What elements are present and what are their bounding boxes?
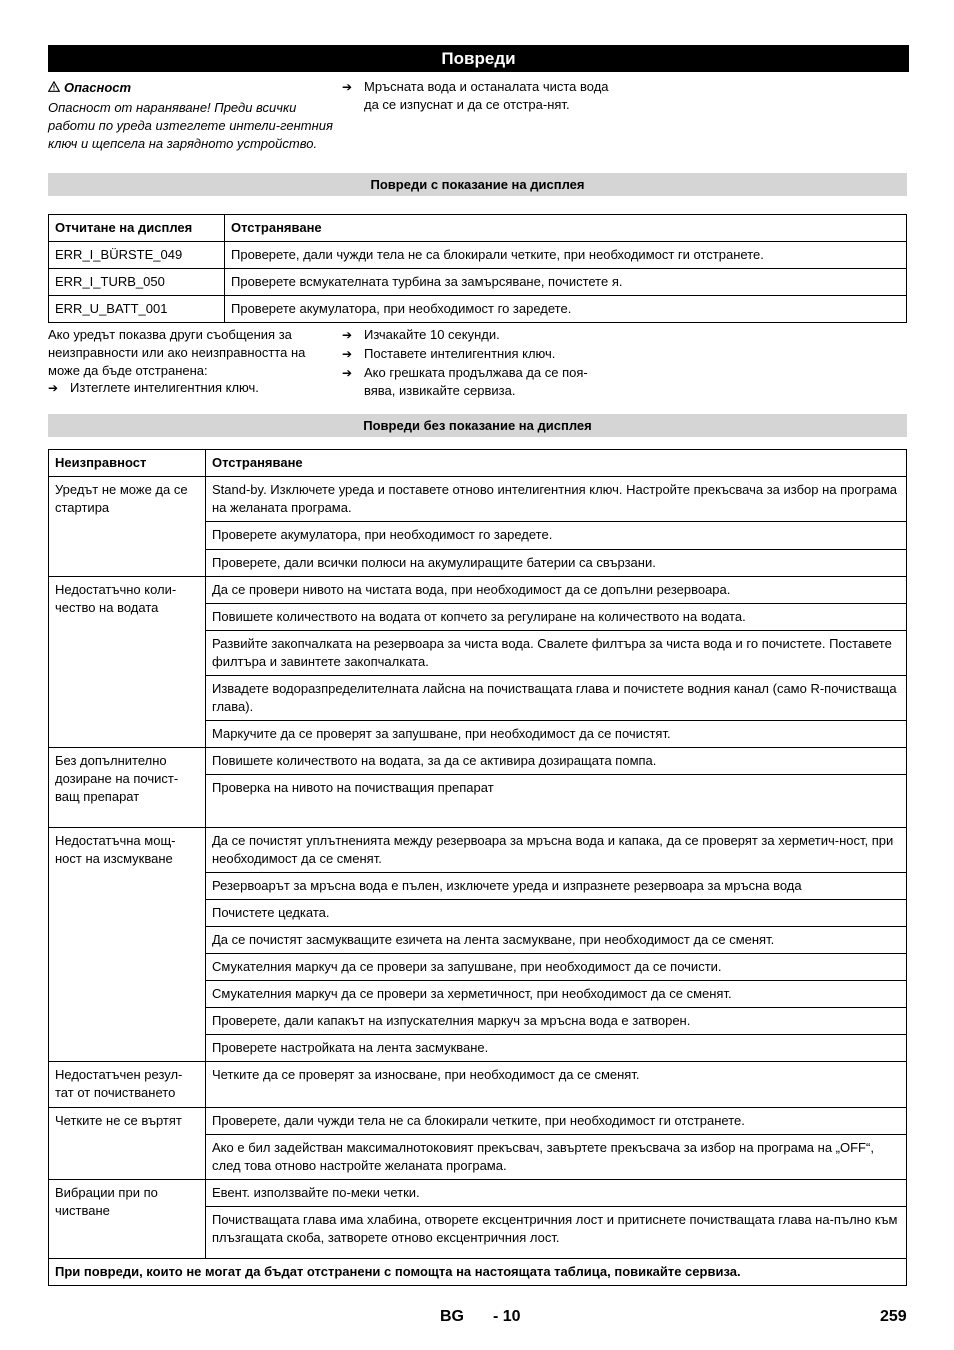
error-code-cell: ERR_I_TURB_050	[49, 269, 225, 296]
step-text: Мръсната вода и останалата чиста вода да се изпуснат и да се отстра-нят.	[364, 79, 609, 113]
local-page-number: - 10	[493, 1308, 521, 1325]
remedy-cell: Евент. използвайте по-меки четки.	[206, 1180, 907, 1207]
section-heading: Повреди без показание на дисплея	[48, 414, 907, 437]
danger-text: Опасност от нараняване! Преди всички работи по уреда изтеглете интели-гентния ключ и щепсела на зарядното устройство.	[48, 100, 333, 152]
remedy-cell: Ако е бил задействан максималнотоковият прекъсвач, завъртете прекъсвача за избор на програма на „OFF“, след това отново настройте желаната програма.	[206, 1135, 907, 1180]
step-item	[342, 78, 612, 114]
other-messages-intro: Ако уредът показва други съобщения за неизправности или ако неизправността на може да бъде отстранена:	[48, 327, 306, 379]
table-header-row	[49, 450, 907, 477]
remedy-cell: Да се почистят уплътненията между резервоара за мръсна вода и капака, да се проверят за херметич-ност, при необходимост да се сменят.	[206, 828, 907, 873]
table-footer-row	[49, 1259, 907, 1286]
table-header-cell: Отстраняване	[225, 215, 907, 242]
page-title: Повреди	[48, 45, 909, 72]
remedy-cell: Извадете водоразпределителната лайсна на почистващата глава и почистете водния канал (само R-почистваща глава).	[206, 676, 907, 721]
error-code-cell: ERR_I_BÜRSTE_049	[49, 242, 225, 269]
step-item	[48, 379, 333, 397]
step-item	[342, 345, 622, 363]
remedy-cell: Смукателния маркуч да се провери за запушване, при необходимост да се почисти.	[206, 954, 907, 981]
step-text: Изчакайте 10 секунди.	[364, 327, 500, 342]
step-item	[342, 326, 622, 344]
remedy-cell: Проверете всмукателната турбина за замърсяване, почистете я.	[225, 269, 907, 296]
arrow-right-icon: ➔	[342, 328, 353, 342]
remedy-cell: Stand-by. Изключете уреда и поставете отново интелигентния ключ. Настройте прекъсвача за избор на програма на желаната програма.	[206, 477, 907, 522]
error-code-cell: ERR_U_BATT_001	[49, 296, 225, 323]
page-number: 259	[880, 1308, 907, 1325]
table-header-row	[49, 215, 907, 242]
remedy-cell: Маркучите да се проверят за запушване, при необходимост да се почистят.	[206, 721, 907, 748]
remedy-cell: Четките да се проверят за износване, при необходимост да се сменят.	[206, 1062, 907, 1108]
fault-cell: Вибрации при по чистване	[49, 1180, 206, 1259]
table-row	[49, 828, 907, 873]
remedy-cell: Да се провери нивото на чистата вода, при необходимост да се допълни резервоара.	[206, 577, 907, 604]
warning-triangle-icon	[48, 79, 64, 97]
remedy-cell: Повишете количеството на водата от копчето за регулиране на количеството на водата.	[206, 604, 907, 631]
language-code: BG	[440, 1308, 464, 1325]
remedy-cell: Проверете, дали чужди тела не са блокирали четките, при необходимост ги отстранете.	[225, 242, 907, 269]
table-row	[49, 242, 907, 269]
step-text: Поставете интелигентния ключ.	[364, 346, 556, 361]
faults-table	[48, 449, 907, 1286]
remedy-cell: Проверете, дали капакът на изпускателния маркуч за мръсна вода е затворен.	[206, 1008, 907, 1035]
remedy-cell: Почистете цедката.	[206, 900, 907, 927]
remedy-cell: Резервоарът за мръсна вода е пълен, изключете уреда и изпразнете резервоара за мръсна вода	[206, 873, 907, 900]
fault-cell: Четките не се въртят	[49, 1108, 206, 1180]
arrow-right-icon: ➔	[342, 80, 353, 94]
table-row	[49, 748, 907, 775]
fault-cell: Уредът не може да се стартира	[49, 477, 206, 577]
fault-cell: Недостатъчен резул-тат от почистването	[49, 1062, 206, 1108]
table-row	[49, 1180, 907, 1207]
step-text: Изтеглете интелигентния ключ.	[70, 380, 259, 395]
table-header-cell: Отстраняване	[206, 450, 907, 477]
fault-cell: Недостатъчно коли-чество на водата	[49, 577, 206, 748]
display-errors-table	[48, 214, 907, 323]
section-heading: Повреди с показание на дисплея	[48, 173, 907, 196]
remedy-cell: Проверете настройката на лента засмукване.	[206, 1035, 907, 1062]
table-row	[49, 296, 907, 323]
table-row	[49, 1062, 907, 1108]
remedy-cell: Почистващата глава има хлабина, отворете ексцентричния лост и притиснете почистващата глава на-пълно към плъзгащата скоба, затворете отново ексцентричния лост.	[206, 1207, 907, 1259]
remedy-cell: Проверете акумулатора, при необходимост го заредете.	[206, 522, 907, 550]
remedy-cell: Проверка на нивото на почистващия препарат	[206, 775, 907, 828]
arrow-right-icon: ➔	[342, 347, 353, 361]
table-row	[49, 269, 907, 296]
remedy-cell: Да се почистят засмукващите езичета на лента засмукване, при необходимост да се сменят.	[206, 927, 907, 954]
remedy-cell: Проверете акумулатора, при необходимост го заредете.	[225, 296, 907, 323]
danger-heading	[48, 79, 131, 97]
table-row	[49, 1108, 907, 1135]
fault-cell: Недостатъчна мощ-ност на изсмукване	[49, 828, 206, 1062]
step-item	[342, 364, 617, 400]
remedy-cell: Проверете, дали чужди тела не са блокирали четките, при необходимост ги отстранете.	[206, 1108, 907, 1135]
table-header-cell: Отчитане на дисплея	[49, 215, 225, 242]
fault-cell: Без допълнително дозиране на почист-ващ препарат	[49, 748, 206, 828]
step-text: Ако грешката продължава да се поя-вява, извикайте сервиза.	[364, 365, 588, 399]
remedy-cell: Проверете, дали всички полюси на акумулиращите батерии са свързани.	[206, 550, 907, 577]
arrow-right-icon: ➔	[48, 381, 59, 395]
arrow-right-icon: ➔	[342, 366, 353, 380]
remedy-cell: Смукателния маркуч да се провери за херметичност, при необходимост да се сменят.	[206, 981, 907, 1008]
table-row	[49, 477, 907, 522]
table-row	[49, 577, 907, 604]
table-header-cell: Неизправност	[49, 450, 206, 477]
remedy-cell: Развийте закопчалката на резервоара за чиста вода. Свалете филтъра за чиста вода и го почистете. Поставете филтъра и завинтете закопчалката.	[206, 631, 907, 676]
danger-heading-text: Опасност	[64, 80, 132, 95]
remedy-cell: Повишете количеството на водата, за да се активира дозиращата помпа.	[206, 748, 907, 775]
service-note: При повреди, които не могат да бъдат отстранени с помощта на настоящата таблица, повикайте сервиза.	[49, 1259, 907, 1286]
